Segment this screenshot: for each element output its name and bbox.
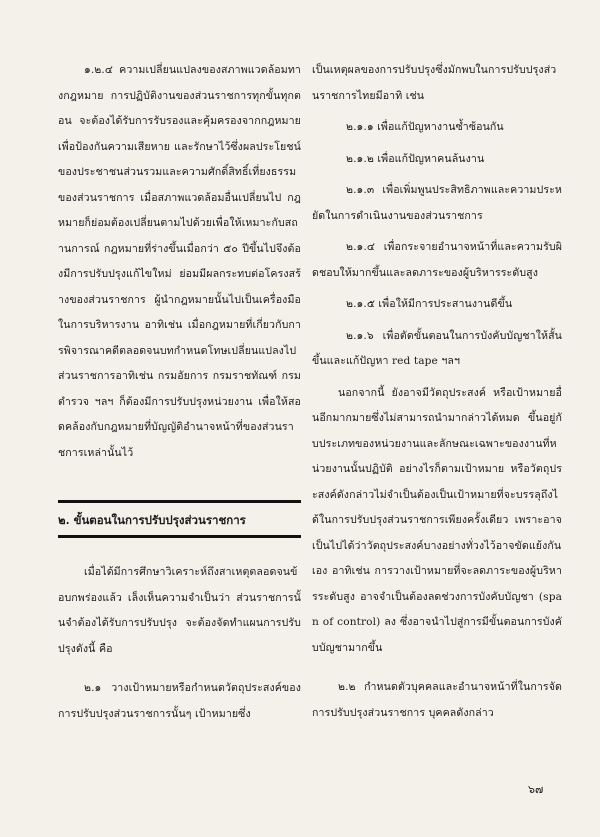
page-number: ๖๗ bbox=[528, 783, 544, 796]
paragraph-2-intro: เมื่อได้มีการศึกษาวิเคราะห์ถึงสาเหตุตลอดจนข้อบกพร่องแล้ว เล็งเห็นความจำเป็นว่า ส่วนราชการนั้นจำต้องได้รับการปรับปรุง จะต้องจัดทำแผนการปรับปรุงดังนี้ คือ bbox=[58, 566, 301, 655]
list-item-2-1-4: ๒.๑.๔ เพื่อกระจายอำนาจหน้าที่และความรับผิดชอบให้มากขึ้นและลดภาระของผู้บริหารระดับสูง bbox=[312, 241, 562, 279]
list-item-2-1-6: ๒.๑.๖ เพื่อตัดขั้นตอนในการบังคับบัญชาให้สั้นขึ้นและแก้ปัญหา red tape ฯลฯ bbox=[312, 329, 562, 367]
list-item-2-1-2: ๒.๑.๒ เพื่อแก้ปัญหาคนล้นงาน bbox=[346, 152, 485, 165]
paragraph-2-1: ๒.๑ วางเป้าหมายหรือกำหนดวัตถุประสงค์ของการปรับปรุงส่วนราชการนั้นๆ เป้าหมายซึ่ง bbox=[58, 682, 301, 720]
left-column bbox=[58, 58, 301, 733]
list-item-2-1-1: ๒.๑.๑ เพื่อแก้ปัญหางานซ้ำซ้อนกัน bbox=[346, 121, 504, 133]
section-heading-2: ๒. ขั้นตอนในการปรับปรุงส่วนราชการ bbox=[58, 500, 301, 538]
paragraph-continued: เป็นเหตุผลของการปรับปรุงซึ่งมักพบในการปรับปรุงส่วนราชการไทยมีอาทิ เช่น bbox=[312, 64, 557, 102]
right-column bbox=[312, 58, 562, 732]
paragraph-1-2-4: ๑.๒.๔ ความเปลี่ยนแปลงของสภาพแวดล้อมทางกฎหมาย การปฏิบัติงานของส่วนราชการทุกขั้นทุกตอน จะต้องได้รับการรับรองและคุ้มครองจากกฎหมาย เพื่อป้องกันความเสียหาย และรักษาไว้ซึ่งผลประโยชน์ของประชาชนส่วนรวมและความศักดิ์สิทธิ์เที่ยงธรรมของส่วนราชการ เมื่อสภาพแวดล้อมอื่นเปลี่ยนไป กฎหมายก็ย่อมต้องเปลี่ยนตามไปด้วยเพื่อให้เหมาะกับสถานการณ์ กฎหมายที่ร่างขึ้นเมื่อกว่า ๕๐ ปีขึ้นไปจึงต้องมีการปรับปรุงแก้ไขใหม่ ย่อมมีผลกระทบต่อโครงสร้างของส่วนราชการ ผู้นำกฎหมายนั้นไปเป็นเครื่องมือในการบริหารงาน อาทิเช่น เมื่อกฎหมายที่เกี่ยวกับการพิจารณาคดีตลอดจนบทกำหนดโทษเปลี่ยนแปลงไป ส่วนราชการอาทิเช่น กรมอัยการ กรมราชทัณฑ์ กรมตำรวจ ฯลฯ ก็ต้องมีการปรับปรุงหน่วยงาน เพื่อให้สอดคล้องกับกฎหมายที่บัญญัติอำนาจหน้าที่ของส่วนราชการเหล่านั้นไว้ bbox=[58, 64, 301, 459]
paragraph-other-goals: นอกจากนี้ ยังอาจมีวัตถุประสงค์ หรือเป้าหมายอื่นอีกมากมายซึ่งไม่สามารถนำมากล่าวได้หมด ขึ้นอยู่กับประเภทของหน่วยงานและลักษณะเฉพาะของงานที่หน่วยงานนั้นปฏิบัติ อย่างไรก็ตามเป้าหมาย หรือวัตถุประสงค์ดังกล่าวไม่จำเป็นต้องเป็นเป้าหมายที่จะบรรลุถึงได้ในการปรับปรุงส่วนราชการเพียงครั้งเดียว เพราะอาจเป็นไปได้ว่าวัตถุประสงค์บางอย่างทั่วงไว้อาจขัดแย้งกันเอง อาทิเช่น การวางเป้าหมายที่จะลดภาระของผู้บริหารระดับสูง อาจจำเป็นต้องลดช่วงการบังคับบัญชา (span of control) ลง ซึ่งอาจนำไปสู่การมีขั้นตอนการบังคับบัญชามากขึ้น bbox=[312, 386, 562, 654]
list-item-2-1-3: ๒.๑.๓ เพื่อเพิ่มพูนประสิทธิภาพและความประหยัดในการดำเนินงานของส่วนราชการ bbox=[312, 184, 562, 222]
paragraph-2-2: ๒.๒ กำหนดตัวบุคคลและอำนาจหน้าที่ในการจัดการปรับปรุงส่วนราชการ บุคคลดังกล่าว bbox=[312, 681, 562, 719]
list-item-2-1-5: ๒.๑.๕ เพื่อให้มีการประสานงานดีขึ้น bbox=[346, 298, 513, 310]
